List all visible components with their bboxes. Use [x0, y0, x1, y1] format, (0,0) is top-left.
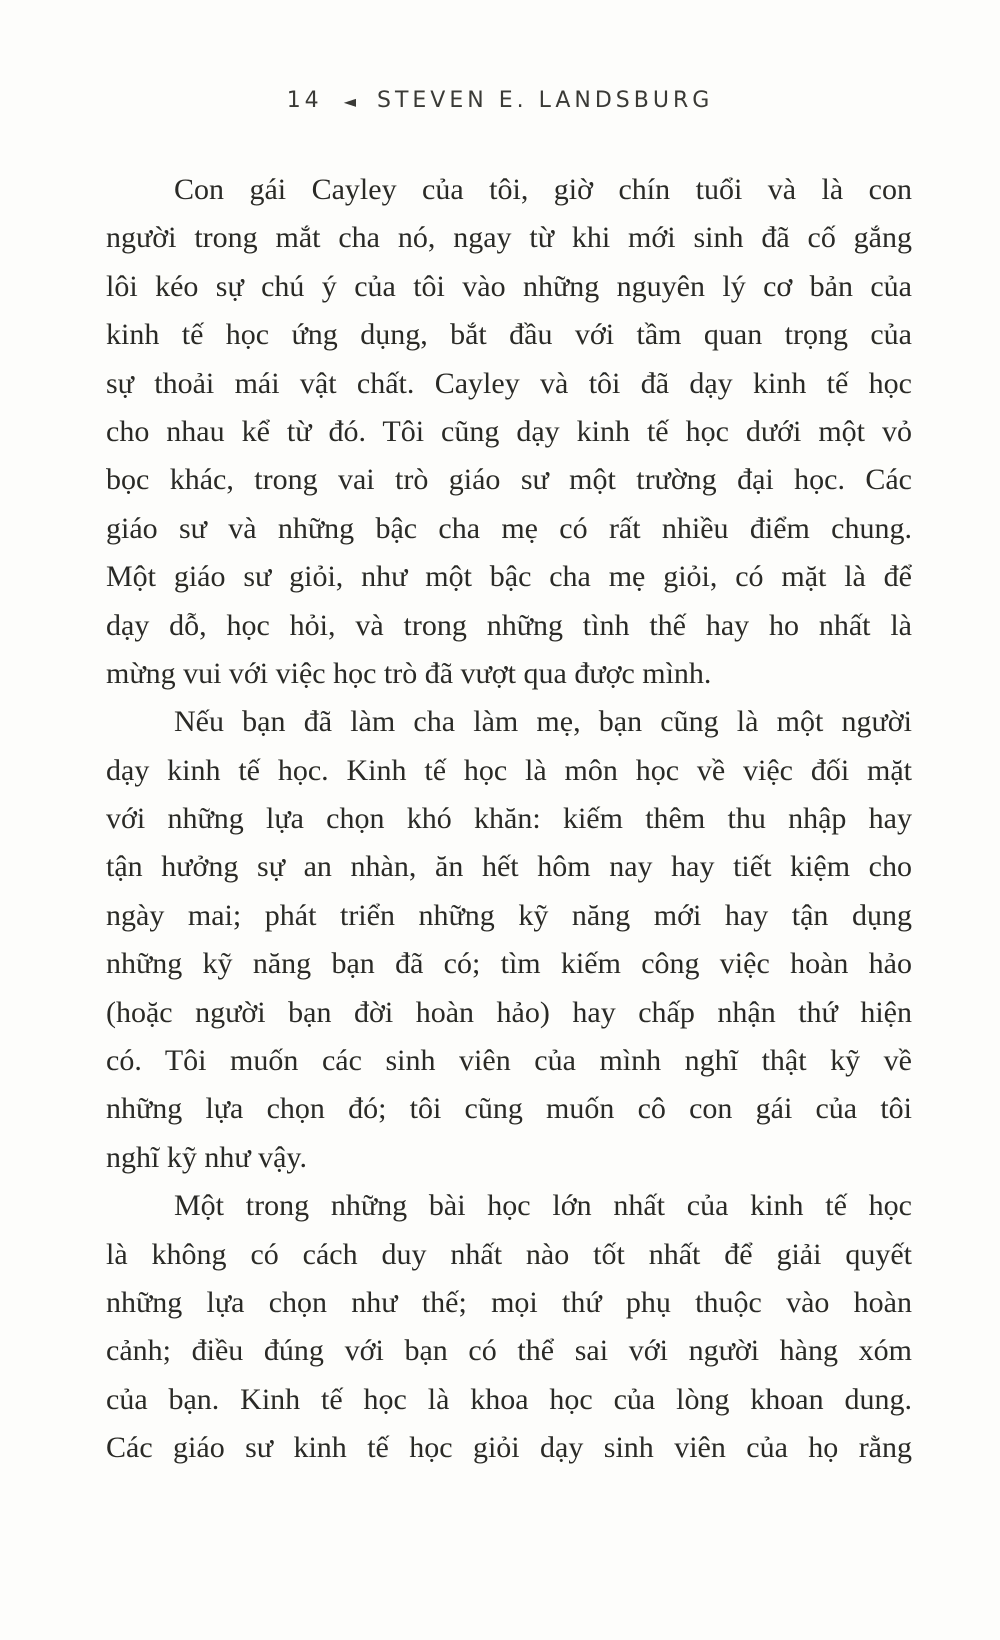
text-line: Một giáo sư giỏi, như một bậc cha mẹ giỏi, có mặt là để	[106, 560, 912, 594]
text-line: dạy kinh tế học. Kinh tế học là môn học về việc đối mặt	[106, 753, 912, 787]
body-text	[106, 166, 912, 1473]
text-line: là không có cách duy nhất nào tốt nhất để giải quyết	[106, 1237, 912, 1271]
text-line: nghĩ kỹ như vậy.	[106, 1140, 307, 1174]
text-line: của bạn. Kinh tế học là khoa học của lòng khoan dung.	[106, 1382, 912, 1416]
left-arrow-icon: ◄	[343, 92, 356, 111]
text-line: Một trong những bài học lớn nhất của kinh tế học	[174, 1189, 912, 1223]
text-line: lôi kéo sự chú ý của tôi vào những nguyên lý cơ bản của	[106, 269, 912, 303]
text-line: bọc khác, trong vai trò giáo sư một trường đại học. Các	[106, 463, 912, 497]
paragraph	[106, 166, 912, 698]
paragraph	[106, 698, 912, 1182]
text-line: Nếu bạn đã làm cha làm mẹ, bạn cũng là một người	[174, 705, 912, 739]
running-header	[0, 88, 1000, 113]
paragraph	[106, 1182, 912, 1472]
text-line: kinh tế học ứng dụng, bắt đầu với tầm quan trọng của	[106, 318, 912, 352]
text-line: (hoặc người bạn đời hoàn hảo) hay chấp nhận thứ hiện	[106, 995, 912, 1029]
text-line: Con gái Cayley của tôi, giờ chín tuổi và là con	[174, 173, 912, 206]
text-line: cho nhau kể từ đó. Tôi cũng dạy kinh tế học dưới một vỏ	[106, 414, 912, 448]
page-number: 14	[286, 88, 323, 113]
text-line: những kỹ năng bạn đã có; tìm kiếm công việc hoàn hảo	[106, 947, 912, 981]
text-line: những lựa chọn đó; tôi cũng muốn cô con gái của tôi	[106, 1092, 912, 1126]
text-line: mừng vui với việc học trò đã vượt qua được mình.	[106, 656, 712, 690]
text-line: những lựa chọn như thế; mọi thứ phụ thuộc vào hoàn	[106, 1285, 912, 1319]
text-line: với những lựa chọn khó khăn: kiếm thêm thu nhập hay	[106, 802, 912, 836]
text-line: Các giáo sư kinh tế học giỏi dạy sinh viên của họ rằng	[106, 1431, 912, 1465]
text-line: tận hưởng sự an nhàn, ăn hết hôm nay hay tiết kiệm cho	[106, 850, 912, 884]
text-line: ngày mai; phát triển những kỹ năng mới hay tận dụng	[106, 898, 912, 932]
text-line: người trong mắt cha nó, ngay từ khi mới sinh đã cố gắng	[106, 221, 912, 255]
author-name: STEVEN E. LANDSBURG	[377, 88, 714, 113]
text-line: dạy dỗ, học hỏi, và trong những tình thế hay ho nhất là	[106, 608, 912, 642]
text-line: cảnh; điều đúng với bạn có thể sai với người hàng xóm	[106, 1334, 912, 1368]
text-line: giáo sư và những bậc cha mẹ có rất nhiều điểm chung.	[106, 511, 912, 545]
text-line: sự thoải mái vật chất. Cayley và tôi đã dạy kinh tế học	[106, 366, 912, 400]
text-line: có. Tôi muốn các sinh viên của mình nghĩ thật kỹ về	[106, 1044, 912, 1078]
